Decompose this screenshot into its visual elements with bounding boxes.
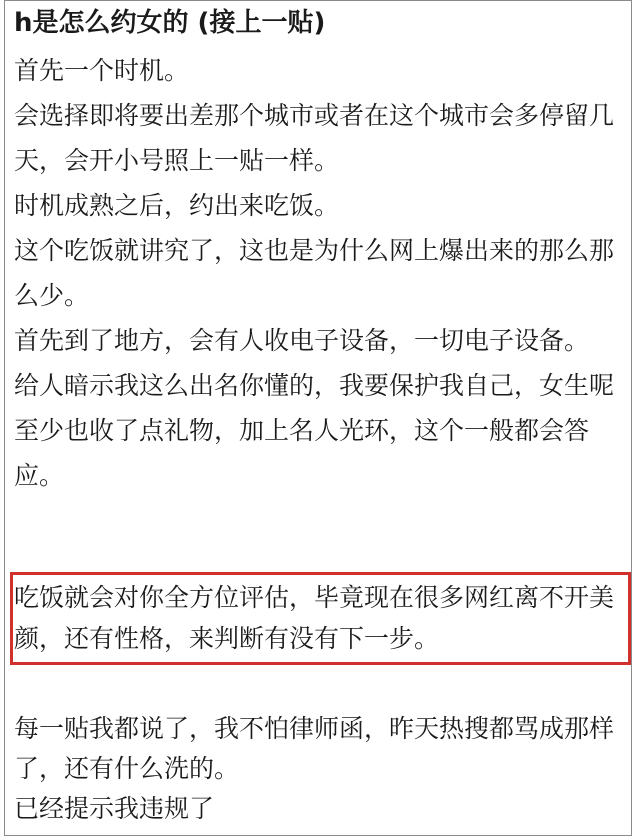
- paragraph-devices: 首先到了地方，会有人收电子设备，一切电子设备。: [14, 326, 590, 355]
- post-tail: [14, 709, 618, 829]
- paragraph-city: 会选择即将要出差那个城市或者在这个城市会多停留几天，会开小号照上一贴一样。: [14, 101, 615, 175]
- post-body: [14, 48, 618, 498]
- post-title: h是怎么约女的 (接上一贴): [14, 8, 326, 38]
- paragraph-dinner-rules: 这个吃饭就讲究了，这也是为什么网上爆出来的那么那么少。: [14, 236, 615, 310]
- paragraph-timing: 首先一个时机。: [14, 56, 190, 85]
- paragraph-violation: 已经提示我违规了: [14, 794, 215, 823]
- paragraph-hint: 给人暗示我这么出名你懂的，我要保护我自己，女生呢至少也收了点礼物，加上名人光环，这个一般都会答应。: [14, 371, 615, 490]
- paragraph-lawyer-letter: 每一贴我都说了，我不怕律师函，昨天热搜都骂成那样了，还有什么洗的。: [14, 714, 615, 783]
- highlighted-paragraph: 吃饭就会对你全方位评估，毕竟现在很多网红离不开美颜，还有性格，来判断有没有下一步。: [14, 583, 615, 653]
- paragraph-dinner-invite: 时机成熟之后，约出来吃饭。: [14, 191, 340, 220]
